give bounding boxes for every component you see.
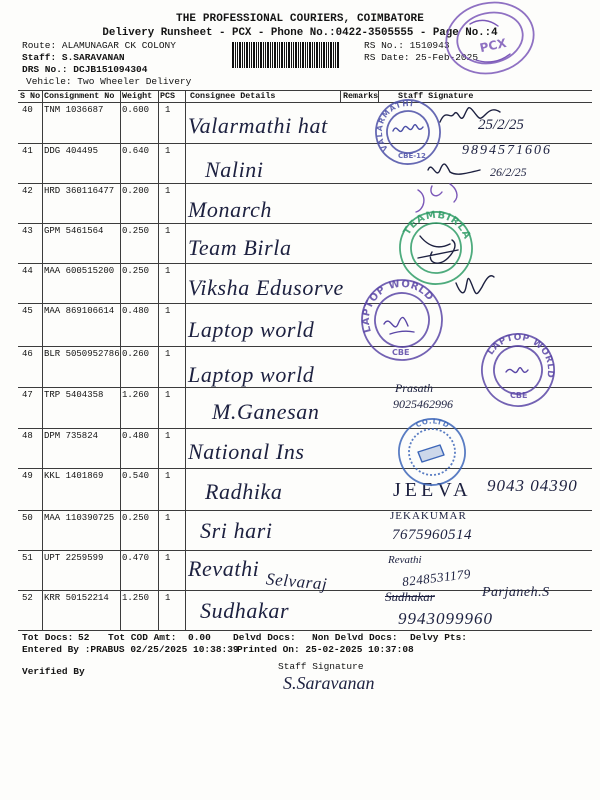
- barcode-bar: [333, 42, 334, 68]
- total-docs-label: Tot Docs:: [22, 632, 74, 643]
- non-delivered-docs-label: Non Delvd Docs:: [312, 632, 398, 643]
- barcode-bar: [316, 42, 318, 68]
- barcode-bar: [242, 42, 243, 68]
- barcode-bar: [291, 42, 292, 68]
- runsheet-subtitle: Delivery Runsheet - PCX - Phone No.:0422-3505555 - Page No.:4: [102, 27, 498, 39]
- barcode-bar: [307, 42, 308, 68]
- laptop-world-stamp-city: CBE: [510, 391, 528, 400]
- row41-signature-scribble: [428, 164, 480, 174]
- insurance-stamp-inner-ring: [401, 421, 464, 484]
- signature-phone: 9943099960: [398, 609, 493, 628]
- barcode-bar: [335, 42, 336, 68]
- total-docs-value: 52: [78, 632, 90, 643]
- weight: 0.540: [122, 471, 150, 481]
- teambirla-stamp-outer-ring: [395, 207, 476, 288]
- barcode-bar: [246, 42, 248, 68]
- weight: 0.470: [122, 553, 150, 563]
- consignee-name: Team Birla: [188, 235, 292, 260]
- row-divider: [18, 550, 592, 551]
- barcode-bar: [323, 42, 325, 68]
- laptop-world-stamp: [470, 322, 566, 417]
- barcode-bar: [288, 42, 290, 68]
- barcode-bar: [263, 42, 264, 68]
- col-header-pcs: PCS: [160, 91, 176, 101]
- weight: 0.260: [122, 349, 150, 359]
- valarmathi-stamp-ring-path-text: VALARMATHI: [374, 98, 415, 153]
- weight: 0.600: [122, 105, 150, 115]
- barcode-bar: [251, 42, 252, 68]
- barcode-bar: [274, 42, 276, 68]
- row-divider: [18, 510, 592, 511]
- laptop-world-stamp-ring-path-text: LAPTOP WORLD: [485, 332, 556, 379]
- pcs: 1: [165, 471, 171, 481]
- barcode-bar: [314, 42, 315, 68]
- insurance-stamp-emblem: [418, 445, 444, 462]
- weight: 0.250: [122, 513, 150, 523]
- row-divider: [18, 263, 592, 264]
- staff-signature: S.Saravanan: [283, 673, 375, 693]
- pcx-stamp-text: PCX: [478, 35, 508, 56]
- barcode-bar: [270, 42, 271, 68]
- pcs: 1: [165, 593, 171, 603]
- serial-no: 50: [22, 513, 33, 523]
- consignee-name: Sudhakar: [200, 598, 290, 623]
- route-line: Route: ALAMUNAGAR CK COLONY: [22, 40, 176, 51]
- consignee-name: Laptop world: [188, 317, 315, 342]
- pcs: 1: [165, 431, 171, 441]
- signature-phone: 9025462996: [393, 397, 453, 411]
- serial-no: 51: [22, 553, 33, 563]
- consignment-no: KRR 50152214: [44, 593, 109, 603]
- staff-line: Staff: S.SARAVANAN: [22, 52, 125, 63]
- serial-no: 43: [22, 226, 33, 236]
- barcode-bar: [309, 42, 311, 68]
- barcode-bar: [300, 42, 301, 68]
- barcode-bars: [232, 42, 339, 68]
- consignee-name: M.Ganesan: [212, 399, 320, 424]
- laptop-world-stamp-city: CBE: [392, 348, 410, 357]
- consignee-name: Viksha Edusorve: [188, 275, 344, 300]
- drs-no-line: DRS No.: DCJB151094304: [22, 64, 148, 75]
- pcs: 1: [165, 349, 171, 359]
- teambirla-stamp: [395, 205, 478, 289]
- laptop-world-stamp-ring-text: [485, 322, 566, 381]
- consignment-no: GPM 5461564: [44, 226, 104, 236]
- column-divider: [42, 90, 43, 630]
- consignee-name: Radhika: [205, 479, 283, 504]
- row43-signature-scribble: [418, 236, 458, 263]
- barcode-bar: [321, 42, 322, 68]
- consignment-no: MAA 110390725: [44, 513, 115, 523]
- valarmathi-signature-scribble: [393, 125, 423, 132]
- vehicle-line: Vehicle: Two Wheeler Delivery: [26, 76, 192, 87]
- total-cod-label: Tot COD Amt:: [108, 632, 177, 643]
- column-divider: [185, 90, 186, 630]
- entered-by: Entered By :PRABUS 02/25/2025 10:38:39: [22, 644, 239, 655]
- teambirla-stamp-ring-path-text: TEAMBIRLA: [401, 209, 473, 242]
- pcs: 1: [165, 306, 171, 316]
- consignment-no: DDG 404495: [44, 146, 99, 156]
- consignment-no: BLR 5050952786: [44, 349, 120, 359]
- barcode-bar: [295, 42, 297, 68]
- signature-note: 26/2/25: [490, 165, 527, 179]
- weight: 0.250: [122, 266, 150, 276]
- printed-on: Printed On: 25-02-2025 10:37:08: [237, 644, 414, 655]
- barcode: [232, 42, 340, 68]
- signature-phone: 9894571606: [462, 143, 552, 158]
- pcs: 1: [165, 186, 171, 196]
- serial-no: 52: [22, 593, 33, 603]
- barcode-bar: [326, 42, 327, 68]
- barcode-bar: [293, 42, 294, 68]
- col-header-remarks: Remarks: [343, 91, 379, 101]
- total-cod-value: 0.00: [188, 632, 211, 643]
- teambirla-stamp-ring-text: [399, 205, 473, 250]
- row46-signature-scribble: [506, 368, 528, 373]
- row45-signature-scribble: [384, 317, 414, 334]
- consignment-no: TNM 1036687: [44, 105, 104, 115]
- signature-name: Prasath: [395, 381, 434, 395]
- weight: 1.250: [122, 593, 150, 603]
- row-divider: [18, 223, 592, 224]
- consignee-name: Sri hari: [200, 518, 273, 543]
- row-divider: [18, 387, 592, 388]
- serial-no: 48: [22, 431, 33, 441]
- barcode-bar: [328, 42, 329, 68]
- serial-no: 45: [22, 306, 33, 316]
- verified-by-label: Verified By: [22, 666, 85, 677]
- teambirla-stamp-inner-ring: [408, 220, 464, 276]
- serial-no: 46: [22, 349, 33, 359]
- col-header-consignment: Consignment No: [44, 91, 115, 101]
- pcs: 1: [165, 266, 171, 276]
- serial-no: 47: [22, 390, 33, 400]
- serial-no: 40: [22, 105, 33, 115]
- pcs: 1: [165, 390, 171, 400]
- barcode-bar: [284, 42, 285, 68]
- barcode-bar: [319, 42, 320, 68]
- insurance-stamp-ring-path-text: CO.LTD: [414, 417, 451, 430]
- barcode-bar: [312, 42, 313, 68]
- serial-no: 41: [22, 146, 33, 156]
- signature-name: Parjaneh.S: [482, 585, 550, 600]
- signature-name: Revathi: [388, 554, 422, 566]
- barcode-bar: [253, 42, 255, 68]
- pcs: 1: [165, 146, 171, 156]
- table-bottom-border: [18, 630, 592, 631]
- pcx-stamp-outer-ring: [440, 0, 541, 81]
- barcode-bar: [298, 42, 299, 68]
- barcode-bar: [277, 42, 278, 68]
- barcode-bar: [302, 42, 304, 68]
- consignee-name: Laptop world: [188, 362, 315, 387]
- signature-phone: 9043 04390: [487, 476, 578, 495]
- barcode-bar: [258, 42, 259, 68]
- pcx-stamp: [440, 0, 541, 81]
- col-header-sno: S No: [20, 91, 41, 101]
- barcode-bar: [305, 42, 306, 68]
- consignment-no: TRP 5404358: [44, 390, 104, 400]
- consignment-no: KKL 1401869: [44, 471, 104, 481]
- consignment-no: MAA 869106614: [44, 306, 115, 316]
- consignment-no: UPT 2259599: [44, 553, 104, 563]
- barcode-bar: [330, 42, 332, 68]
- weight: 0.640: [122, 146, 150, 156]
- barcode-bar: [244, 42, 245, 68]
- laptop-world-stamp-outer-ring: [471, 323, 565, 417]
- staff-signature-label: Staff Signature: [278, 661, 364, 672]
- consignee-name: Revathi: [188, 556, 260, 581]
- pcs: 1: [165, 513, 171, 523]
- consignment-no: MAA 600515200: [44, 266, 115, 276]
- header-divider: [18, 102, 592, 103]
- consignment-no: HRD 360116477: [44, 186, 115, 196]
- signature-name: JEKAKUMAR: [390, 510, 467, 522]
- insurance-stamp-ring-text: [412, 407, 451, 442]
- valarmathi-stamp-inner-ring: [379, 103, 437, 161]
- row44-signature-scribble: [456, 276, 494, 294]
- consignee-name: Nalini: [205, 157, 264, 182]
- barcode-bar: [232, 42, 234, 68]
- row-divider: [18, 346, 592, 347]
- barcode-bar: [281, 42, 283, 68]
- barcode-bar: [239, 42, 241, 68]
- col-header-weight: Weight: [122, 91, 153, 101]
- signature-name-struck: Sudhakar: [385, 589, 435, 604]
- laptop-world-stamp: [347, 264, 457, 374]
- column-divider: [158, 90, 159, 630]
- serial-no: 44: [22, 266, 33, 276]
- signature-name: JEEVA: [393, 479, 472, 501]
- col-header-staff-signature: Staff Signature: [398, 91, 474, 101]
- laptop-world-stamp-ring-text: [347, 264, 437, 336]
- barcode-bar: [249, 42, 250, 68]
- pcs: 1: [165, 226, 171, 236]
- barcode-bar: [286, 42, 287, 68]
- rs-date-line: RS Date: 25-Feb-2025: [364, 52, 479, 63]
- delivery-points-label: Delvy Pts:: [410, 632, 468, 643]
- consignee-name: Valarmathi hat: [188, 113, 328, 138]
- consignee-name: Monarch: [188, 197, 273, 222]
- laptop-world-stamp-ring-path-text: LAPTOP WORLD: [360, 278, 436, 334]
- valarmathi-stamp-code: CBE-12: [398, 152, 426, 160]
- barcode-bar: [267, 42, 269, 68]
- column-divider: [120, 90, 121, 630]
- serial-no: 49: [22, 471, 33, 481]
- signature-note: 25/2/25: [478, 117, 524, 133]
- column-divider: [340, 90, 341, 102]
- barcode-bar: [256, 42, 257, 68]
- rs-no-line: RS No.: 1510943: [364, 40, 450, 51]
- row-divider: [18, 183, 592, 184]
- company-title: THE PROFESSIONAL COURIERS, COIMBATORE: [176, 13, 424, 25]
- pcs: 1: [165, 105, 171, 115]
- laptop-world-stamp-inner-ring: [487, 339, 549, 401]
- col-header-consignee: Consignee Details: [190, 91, 276, 101]
- barcode-bar: [272, 42, 273, 68]
- row-divider: [18, 468, 592, 469]
- weight: 0.200: [122, 186, 150, 196]
- consignment-no: DPM 735824: [44, 431, 99, 441]
- consignee-name-line2: Selvaraj: [265, 569, 329, 594]
- barcode-bar: [237, 42, 238, 68]
- row-divider: [18, 428, 592, 429]
- barcode-bar: [279, 42, 280, 68]
- row42-signature-scribble: [416, 184, 457, 212]
- weight: 1.260: [122, 390, 150, 400]
- weight: 0.250: [122, 226, 150, 236]
- laptop-world-stamp-outer-ring: [348, 266, 456, 374]
- serial-no: 42: [22, 186, 33, 196]
- pcs: 1: [165, 553, 171, 563]
- delivered-docs-label: Delvd Docs:: [233, 632, 296, 643]
- barcode-bar: [337, 42, 339, 68]
- row-divider: [18, 303, 592, 304]
- barcode-bar: [235, 42, 236, 68]
- signature-phone: 8248531179: [401, 565, 472, 590]
- weight: 0.480: [122, 431, 150, 441]
- barcode-bar: [265, 42, 266, 68]
- barcode-bar: [260, 42, 262, 68]
- signature-phone: 7675960514: [392, 527, 472, 543]
- consignee-name: National Ins: [188, 439, 305, 464]
- weight: 0.480: [122, 306, 150, 316]
